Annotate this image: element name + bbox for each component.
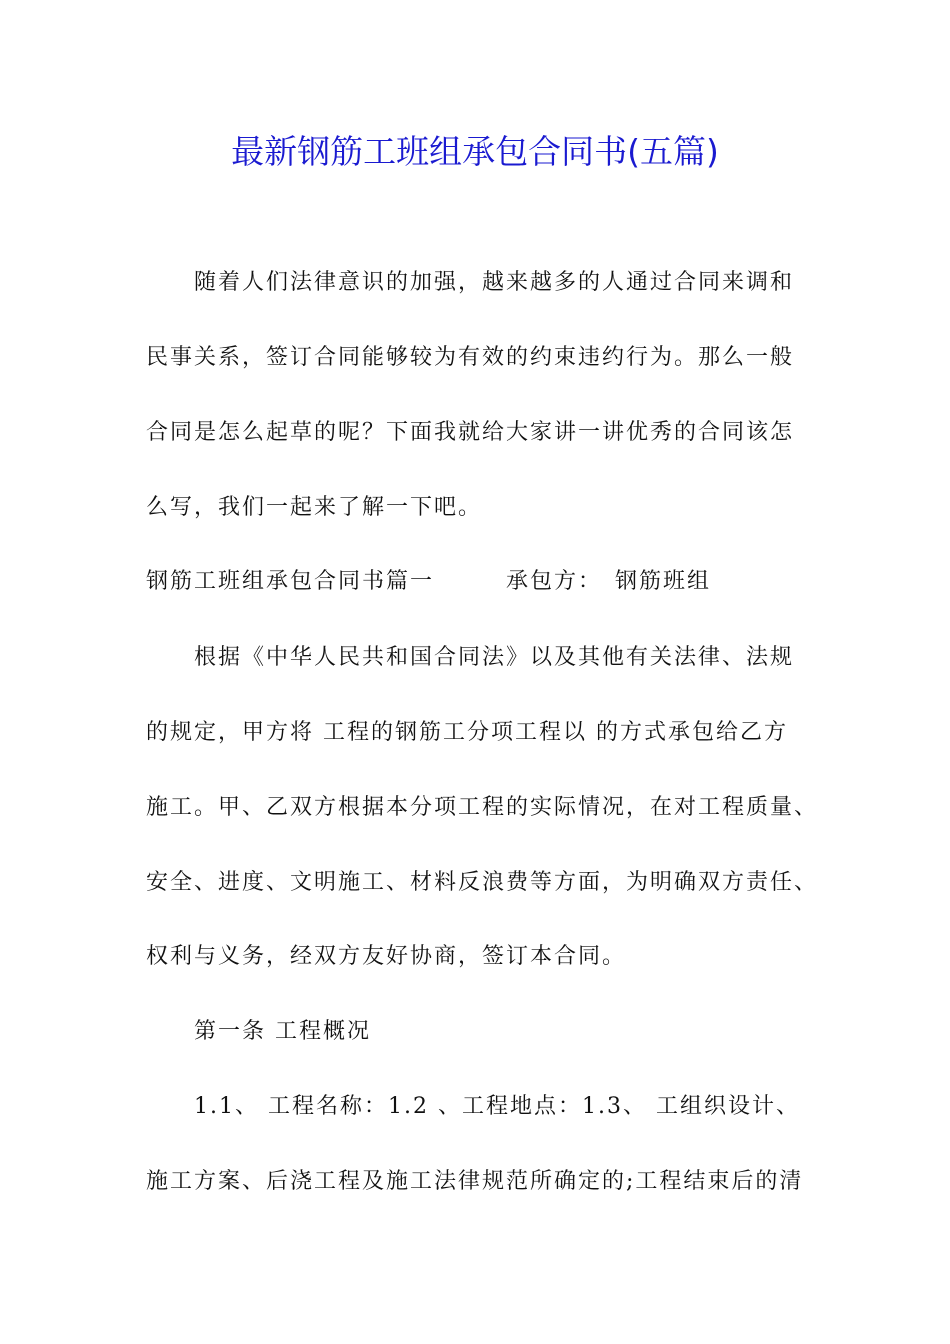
paragraph-line: 安全、进度、文明施工、材料反浪费等方面，为明确双方责任、	[146, 870, 819, 895]
paragraph-line: 权利与义务，经双方友好协商，签订本合同。	[146, 944, 627, 969]
paragraph-line: 根据《中华人民共和国合同法》以及其他有关法律、法规	[194, 645, 795, 670]
document-title: 最新钢筋工班组承包合同书(五篇)	[231, 132, 719, 171]
section-heading-line: 钢筋工班组承包合同书篇一 承包方： 钢筋班组	[146, 569, 712, 594]
paragraph-line: 的规定，甲方将 工程的钢筋工分项工程以 的方式承包给乙方	[146, 720, 788, 745]
paragraph-line: 民事关系，签订合同能够较为有效的约束违约行为。那么一般	[146, 345, 795, 370]
paragraph-line: 施工。甲、乙双方根据本分项工程的实际情况，在对工程质量、	[146, 795, 819, 820]
paragraph-line: 随着人们法律意识的加强，越来越多的人通过合同来调和	[194, 270, 795, 295]
paragraph-line: 1.1、 工程名称：1.2 、工程地点：1.3、 工组织设计、	[194, 1094, 800, 1119]
paragraph-line: 合同是怎么起草的呢？下面我就给大家讲一讲优秀的合同该怎	[146, 420, 795, 445]
paragraph-line: 么写，我们一起来了解一下吧。	[146, 495, 483, 520]
article-heading: 第一条 工程概况	[194, 1019, 371, 1044]
paragraph-line: 施工方案、后浇工程及施工法律规范所确定的;工程结束后的清	[146, 1169, 804, 1194]
